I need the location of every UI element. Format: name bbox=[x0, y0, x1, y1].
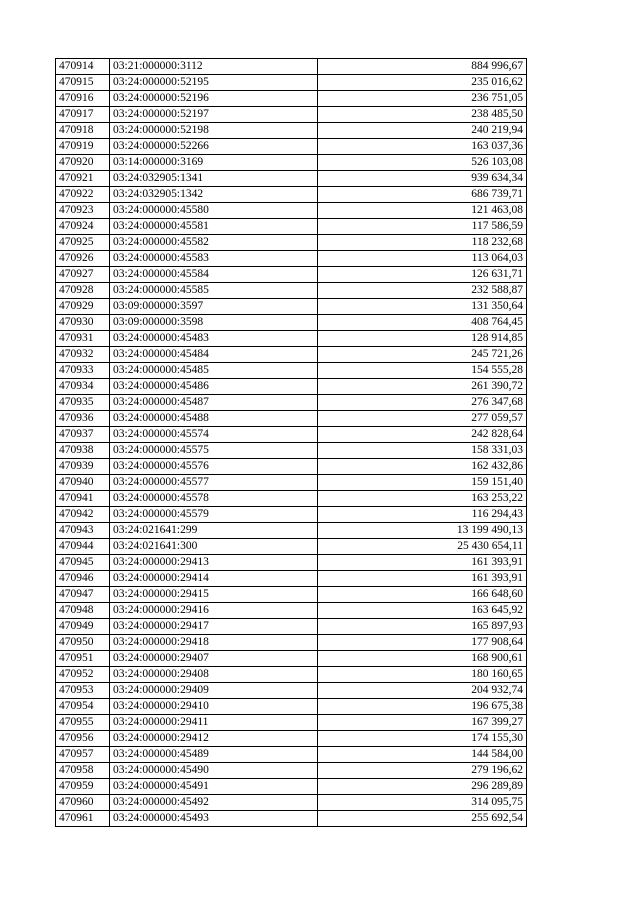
row-number-cell: 470933 bbox=[56, 363, 110, 379]
cadastral-number-cell: 03:24:000000:45580 bbox=[110, 203, 318, 219]
table-row bbox=[56, 187, 527, 203]
table-row bbox=[56, 779, 527, 795]
cadastral-value-cell: 161 393,91 bbox=[318, 571, 527, 587]
table-row bbox=[56, 507, 527, 523]
table-row bbox=[56, 59, 527, 75]
table-row bbox=[56, 171, 527, 187]
cadastral-number-cell: 03:24:000000:29414 bbox=[110, 571, 318, 587]
table-row bbox=[56, 363, 527, 379]
table-row bbox=[56, 91, 527, 107]
row-number-cell: 470947 bbox=[56, 587, 110, 603]
cadastral-value-cell: 408 764,45 bbox=[318, 315, 527, 331]
cadastral-number-cell: 03:24:000000:45485 bbox=[110, 363, 318, 379]
cadastral-value-cell: 144 584,00 bbox=[318, 747, 527, 763]
row-number-cell: 470929 bbox=[56, 299, 110, 315]
cadastral-number-cell: 03:24:000000:52266 bbox=[110, 139, 318, 155]
table-row bbox=[56, 139, 527, 155]
row-number-cell: 470942 bbox=[56, 507, 110, 523]
cadastral-number-cell: 03:24:000000:45581 bbox=[110, 219, 318, 235]
cadastral-value-cell: 158 331,03 bbox=[318, 443, 527, 459]
cadastral-value-cell: 884 996,67 bbox=[318, 59, 527, 75]
cadastral-number-cell: 03:24:000000:29412 bbox=[110, 731, 318, 747]
table-body bbox=[56, 59, 527, 827]
table-row bbox=[56, 395, 527, 411]
row-number-cell: 470945 bbox=[56, 555, 110, 571]
row-number-cell: 470930 bbox=[56, 315, 110, 331]
row-number-cell: 470941 bbox=[56, 491, 110, 507]
cadastral-value-cell: 126 631,71 bbox=[318, 267, 527, 283]
table-row bbox=[56, 795, 527, 811]
cadastral-value-cell: 162 432,86 bbox=[318, 459, 527, 475]
cadastral-value-cell: 939 634,34 bbox=[318, 171, 527, 187]
table-row bbox=[56, 475, 527, 491]
row-number-cell: 470944 bbox=[56, 539, 110, 555]
cadastral-number-cell: 03:24:000000:45584 bbox=[110, 267, 318, 283]
cadastral-number-cell: 03:24:000000:45483 bbox=[110, 331, 318, 347]
cadastral-value-cell: 163 253,22 bbox=[318, 491, 527, 507]
table-row bbox=[56, 315, 527, 331]
cadastral-value-cell: 180 160,65 bbox=[318, 667, 527, 683]
cadastral-number-cell: 03:24:000000:45486 bbox=[110, 379, 318, 395]
table-row bbox=[56, 299, 527, 315]
cadastral-value-cell: 131 350,64 bbox=[318, 299, 527, 315]
cadastral-value-cell: 121 463,08 bbox=[318, 203, 527, 219]
row-number-cell: 470958 bbox=[56, 763, 110, 779]
row-number-cell: 470914 bbox=[56, 59, 110, 75]
cadastral-number-cell: 03:24:000000:29416 bbox=[110, 603, 318, 619]
cadastral-number-cell: 03:24:000000:45492 bbox=[110, 795, 318, 811]
cadastral-number-cell: 03:24:000000:29411 bbox=[110, 715, 318, 731]
cadastral-number-cell: 03:14:000000:3169 bbox=[110, 155, 318, 171]
cadastral-number-cell: 03:24:000000:45491 bbox=[110, 779, 318, 795]
cadastral-number-cell: 03:24:032905:1341 bbox=[110, 171, 318, 187]
cadastral-value-cell: 204 932,74 bbox=[318, 683, 527, 699]
cadastral-value-cell: 277 059,57 bbox=[318, 411, 527, 427]
row-number-cell: 470949 bbox=[56, 619, 110, 635]
cadastral-number-cell: 03:24:000000:45574 bbox=[110, 427, 318, 443]
table-row bbox=[56, 539, 527, 555]
table-row bbox=[56, 667, 527, 683]
cadastral-value-cell: 236 751,05 bbox=[318, 91, 527, 107]
cadastral-value-cell: 163 037,36 bbox=[318, 139, 527, 155]
cadastral-value-cell: 238 485,50 bbox=[318, 107, 527, 123]
cadastral-value-cell: 13 199 490,13 bbox=[318, 523, 527, 539]
cadastral-value-cell: 117 586,59 bbox=[318, 219, 527, 235]
cadastral-number-cell: 03:24:000000:45488 bbox=[110, 411, 318, 427]
table-row bbox=[56, 715, 527, 731]
cadastral-number-cell: 03:24:000000:29410 bbox=[110, 699, 318, 715]
cadastral-number-cell: 03:24:000000:52196 bbox=[110, 91, 318, 107]
table-row bbox=[56, 283, 527, 299]
table-row bbox=[56, 123, 527, 139]
table-row bbox=[56, 203, 527, 219]
row-number-cell: 470960 bbox=[56, 795, 110, 811]
cadastral-value-cell: 276 347,68 bbox=[318, 395, 527, 411]
cadastral-number-cell: 03:24:021641:299 bbox=[110, 523, 318, 539]
row-number-cell: 470928 bbox=[56, 283, 110, 299]
row-number-cell: 470940 bbox=[56, 475, 110, 491]
table-row bbox=[56, 731, 527, 747]
row-number-cell: 470955 bbox=[56, 715, 110, 731]
table-row bbox=[56, 427, 527, 443]
table-row bbox=[56, 603, 527, 619]
row-number-cell: 470953 bbox=[56, 683, 110, 699]
row-number-cell: 470916 bbox=[56, 91, 110, 107]
row-number-cell: 470931 bbox=[56, 331, 110, 347]
row-number-cell: 470954 bbox=[56, 699, 110, 715]
cadastral-number-cell: 03:24:000000:45493 bbox=[110, 811, 318, 827]
row-number-cell: 470938 bbox=[56, 443, 110, 459]
row-number-cell: 470925 bbox=[56, 235, 110, 251]
row-number-cell: 470939 bbox=[56, 459, 110, 475]
cadastral-value-cell: 296 289,89 bbox=[318, 779, 527, 795]
table-row bbox=[56, 651, 527, 667]
row-number-cell: 470927 bbox=[56, 267, 110, 283]
table-row bbox=[56, 523, 527, 539]
table-row bbox=[56, 443, 527, 459]
row-number-cell: 470917 bbox=[56, 107, 110, 123]
cadastral-number-cell: 03:24:000000:45585 bbox=[110, 283, 318, 299]
cadastral-number-cell: 03:09:000000:3598 bbox=[110, 315, 318, 331]
cadastral-value-cell: 526 103,08 bbox=[318, 155, 527, 171]
cadastral-value-cell: 196 675,38 bbox=[318, 699, 527, 715]
row-number-cell: 470936 bbox=[56, 411, 110, 427]
table-row bbox=[56, 491, 527, 507]
row-number-cell: 470950 bbox=[56, 635, 110, 651]
table-row bbox=[56, 219, 527, 235]
cadastral-number-cell: 03:24:000000:45484 bbox=[110, 347, 318, 363]
cadastral-value-table bbox=[55, 58, 527, 827]
table-row bbox=[56, 235, 527, 251]
row-number-cell: 470923 bbox=[56, 203, 110, 219]
cadastral-value-cell: 177 908,64 bbox=[318, 635, 527, 651]
cadastral-number-cell: 03:24:000000:45490 bbox=[110, 763, 318, 779]
table-row bbox=[56, 411, 527, 427]
row-number-cell: 470919 bbox=[56, 139, 110, 155]
cadastral-value-cell: 686 739,71 bbox=[318, 187, 527, 203]
table-row bbox=[56, 331, 527, 347]
row-number-cell: 470932 bbox=[56, 347, 110, 363]
cadastral-number-cell: 03:09:000000:3597 bbox=[110, 299, 318, 315]
cadastral-value-cell: 128 914,85 bbox=[318, 331, 527, 347]
cadastral-value-cell: 165 897,93 bbox=[318, 619, 527, 635]
table-row bbox=[56, 379, 527, 395]
table-row bbox=[56, 619, 527, 635]
cadastral-number-cell: 03:21:000000:3112 bbox=[110, 59, 318, 75]
table-row bbox=[56, 347, 527, 363]
cadastral-number-cell: 03:24:021641:300 bbox=[110, 539, 318, 555]
row-number-cell: 470957 bbox=[56, 747, 110, 763]
cadastral-value-cell: 113 064,03 bbox=[318, 251, 527, 267]
cadastral-value-cell: 25 430 654,11 bbox=[318, 539, 527, 555]
cadastral-number-cell: 03:24:000000:29408 bbox=[110, 667, 318, 683]
cadastral-number-cell: 03:24:000000:45579 bbox=[110, 507, 318, 523]
cadastral-value-cell: 116 294,43 bbox=[318, 507, 527, 523]
table-row bbox=[56, 635, 527, 651]
table-row bbox=[56, 75, 527, 91]
cadastral-number-cell: 03:24:000000:29418 bbox=[110, 635, 318, 651]
cadastral-value-cell: 240 219,94 bbox=[318, 123, 527, 139]
row-number-cell: 470956 bbox=[56, 731, 110, 747]
table-row bbox=[56, 811, 527, 827]
cadastral-number-cell: 03:24:000000:29409 bbox=[110, 683, 318, 699]
table-row bbox=[56, 763, 527, 779]
cadastral-number-cell: 03:24:000000:29413 bbox=[110, 555, 318, 571]
row-number-cell: 470918 bbox=[56, 123, 110, 139]
row-number-cell: 470924 bbox=[56, 219, 110, 235]
row-number-cell: 470915 bbox=[56, 75, 110, 91]
cadastral-number-cell: 03:24:000000:45577 bbox=[110, 475, 318, 491]
row-number-cell: 470959 bbox=[56, 779, 110, 795]
cadastral-number-cell: 03:24:000000:45487 bbox=[110, 395, 318, 411]
cadastral-number-cell: 03:24:000000:29407 bbox=[110, 651, 318, 667]
cadastral-number-cell: 03:24:000000:29415 bbox=[110, 587, 318, 603]
row-number-cell: 470961 bbox=[56, 811, 110, 827]
table-row bbox=[56, 747, 527, 763]
cadastral-value-cell: 255 692,54 bbox=[318, 811, 527, 827]
row-number-cell: 470943 bbox=[56, 523, 110, 539]
cadastral-value-cell: 159 151,40 bbox=[318, 475, 527, 491]
cadastral-number-cell: 03:24:000000:52198 bbox=[110, 123, 318, 139]
table-row bbox=[56, 155, 527, 171]
cadastral-number-cell: 03:24:000000:45489 bbox=[110, 747, 318, 763]
table-row bbox=[56, 571, 527, 587]
row-number-cell: 470934 bbox=[56, 379, 110, 395]
cadastral-number-cell: 03:24:000000:52195 bbox=[110, 75, 318, 91]
table-row bbox=[56, 251, 527, 267]
cadastral-number-cell: 03:24:032905:1342 bbox=[110, 187, 318, 203]
cadastral-value-cell: 261 390,72 bbox=[318, 379, 527, 395]
row-number-cell: 470946 bbox=[56, 571, 110, 587]
row-number-cell: 470921 bbox=[56, 171, 110, 187]
cadastral-number-cell: 03:24:000000:45578 bbox=[110, 491, 318, 507]
cadastral-value-cell: 314 095,75 bbox=[318, 795, 527, 811]
row-number-cell: 470952 bbox=[56, 667, 110, 683]
cadastral-value-cell: 279 196,62 bbox=[318, 763, 527, 779]
table-row bbox=[56, 587, 527, 603]
cadastral-value-cell: 174 155,30 bbox=[318, 731, 527, 747]
table-row bbox=[56, 555, 527, 571]
row-number-cell: 470948 bbox=[56, 603, 110, 619]
cadastral-value-cell: 167 399,27 bbox=[318, 715, 527, 731]
table-row bbox=[56, 683, 527, 699]
cadastral-number-cell: 03:24:000000:45583 bbox=[110, 251, 318, 267]
cadastral-number-cell: 03:24:000000:29417 bbox=[110, 619, 318, 635]
row-number-cell: 470951 bbox=[56, 651, 110, 667]
row-number-cell: 470937 bbox=[56, 427, 110, 443]
table-row bbox=[56, 267, 527, 283]
row-number-cell: 470926 bbox=[56, 251, 110, 267]
cadastral-number-cell: 03:24:000000:45576 bbox=[110, 459, 318, 475]
cadastral-value-cell: 242 828,64 bbox=[318, 427, 527, 443]
cadastral-value-cell: 168 900,61 bbox=[318, 651, 527, 667]
table-row bbox=[56, 107, 527, 123]
cadastral-number-cell: 03:24:000000:45582 bbox=[110, 235, 318, 251]
cadastral-number-cell: 03:24:000000:52197 bbox=[110, 107, 318, 123]
cadastral-value-cell: 235 016,62 bbox=[318, 75, 527, 91]
cadastral-value-cell: 163 645,92 bbox=[318, 603, 527, 619]
table-row bbox=[56, 699, 527, 715]
row-number-cell: 470935 bbox=[56, 395, 110, 411]
row-number-cell: 470920 bbox=[56, 155, 110, 171]
row-number-cell: 470922 bbox=[56, 187, 110, 203]
cadastral-value-cell: 232 588,87 bbox=[318, 283, 527, 299]
cadastral-value-cell: 118 232,68 bbox=[318, 235, 527, 251]
cadastral-value-cell: 245 721,26 bbox=[318, 347, 527, 363]
cadastral-value-cell: 161 393,91 bbox=[318, 555, 527, 571]
table-row bbox=[56, 459, 527, 475]
cadastral-number-cell: 03:24:000000:45575 bbox=[110, 443, 318, 459]
cadastral-value-cell: 154 555,28 bbox=[318, 363, 527, 379]
cadastral-value-cell: 166 648,60 bbox=[318, 587, 527, 603]
